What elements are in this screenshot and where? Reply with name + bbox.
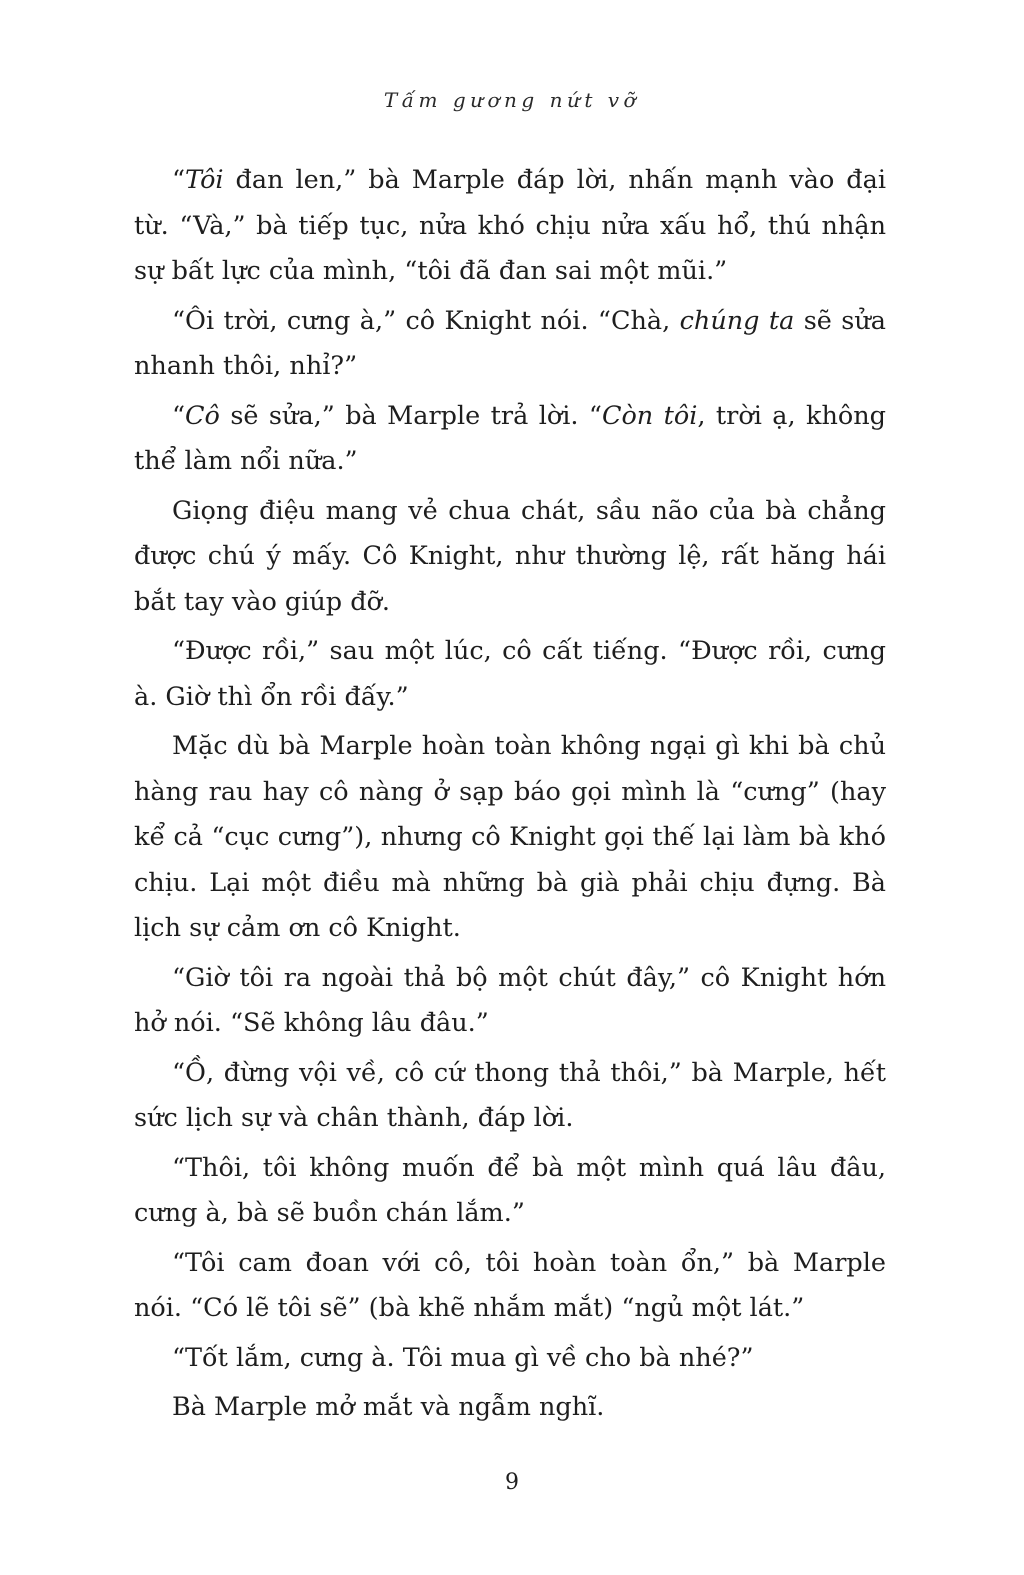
text-run: sẽ sửa,” bà Marple trả lời. “ <box>219 400 602 431</box>
text-run: “Ôi trời, cưng à,” cô Knight nói. “Chà, <box>172 305 680 336</box>
paragraph <box>134 158 886 295</box>
text-run: “Được rồi,” sau một lúc, cô cất tiếng. “Được rồi, cưng à. Giờ thì ổn rồi đấy.” <box>134 636 886 712</box>
italic-text-run: Còn tôi <box>601 400 698 431</box>
text-run: Mặc dù bà Marple hoàn toàn không ngại gì khi bà chủ hàng rau hay cô nàng ở sạp báo gọi mình là “cưng” (hay kể cả “cục cưng”), nhưng cô Knight gọi thế lại làm bà khó chịu. Lại một điều mà những bà già phải chịu đựng. Bà lịch sự cảm ơn cô Knight. <box>134 731 886 943</box>
paragraph <box>134 724 886 952</box>
text-run: Bà Marple mở mắt và ngẫm nghĩ. <box>172 1392 605 1422</box>
text-run: sẽ sửa nhanh thôi, nhỉ?” <box>134 305 886 381</box>
paragraph <box>134 1241 886 1332</box>
italic-text-run: chúng ta <box>679 305 795 336</box>
text-run: , trời ạ, không thể làm nổi nữa.” <box>134 400 886 476</box>
text-run: “Ồ, đừng vội về, cô cứ thong thả thôi,” bà Marple, hết sức lịch sự và chân thành, đáp lời. <box>134 1057 886 1133</box>
paragraph <box>134 629 886 720</box>
text-run: “Tốt lắm, cưng à. Tôi mua gì về cho bà nhé?” <box>172 1342 754 1373</box>
text-run: Giọng điệu mang vẻ chua chát, sầu não của bà chẳng được chú ý mấy. Cô Knight, như thường lệ, rất hăng hái bắt tay vào giúp đỡ. <box>134 495 886 617</box>
text-run: đan len,” bà Marple đáp lời, nhấn mạnh vào đại từ. “Và,” bà tiếp tục, nửa khó chịu nửa xấu hổ, thú nhận sự bất lực của mình, “tôi đã đan sai một mũi.” <box>134 165 886 286</box>
paragraph <box>134 299 886 390</box>
body-text <box>134 158 886 1435</box>
paragraph <box>134 1336 886 1382</box>
text-run: “Giờ tôi ra ngoài thả bộ một chút đây,” cô Knight hớn hở nói. “Sẽ không lâu đâu.” <box>134 962 886 1038</box>
italic-text-run: Tôi <box>185 165 224 195</box>
paragraph <box>134 489 886 626</box>
paragraph <box>134 1146 886 1237</box>
page-number: 9 <box>505 1470 519 1495</box>
paragraph <box>134 956 886 1047</box>
italic-text-run: Cô <box>185 400 220 431</box>
text-run: “Thôi, tôi không muốn để bà một mình quá lâu đâu, cưng à, bà sẽ buồn chán lắm.” <box>134 1152 886 1228</box>
text-run: “Tôi cam đoan với cô, tôi hoàn toàn ổn,” bà Marple nói. “Có lẽ tôi sẽ” (bà khẽ nhắm mắt) “ngủ một lát.” <box>134 1247 886 1323</box>
paragraph <box>134 1051 886 1142</box>
text-run: “ <box>172 400 186 431</box>
text-run: “ <box>172 165 186 195</box>
paragraph <box>134 394 886 485</box>
paragraph <box>134 1385 886 1431</box>
running-header-title: Tấm gương nứt vỡ <box>383 88 641 112</box>
